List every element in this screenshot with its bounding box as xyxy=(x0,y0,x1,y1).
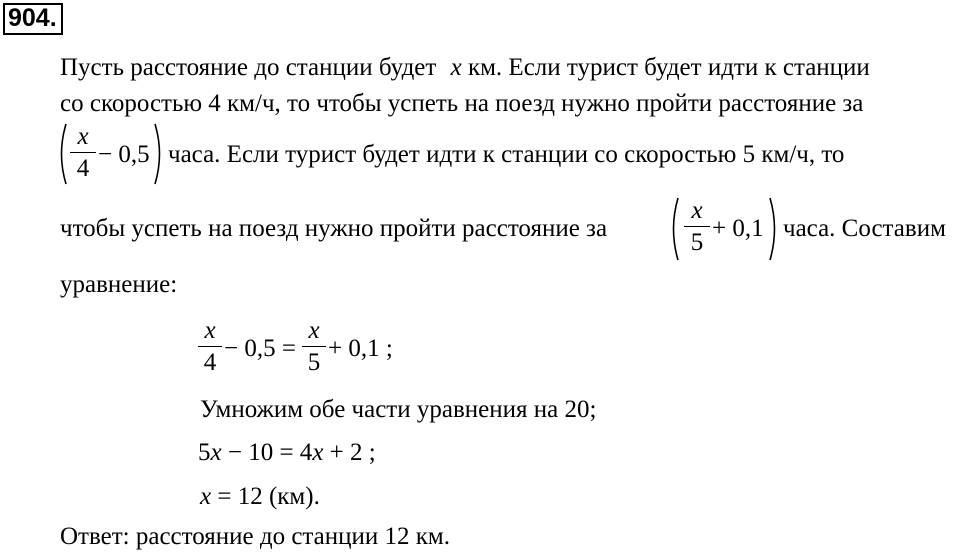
text-line-1 xyxy=(60,55,870,80)
eq3-result: = 12 (км). xyxy=(211,483,320,510)
right-paren xyxy=(153,122,165,186)
step-text: Умножим обе части уравнения на 20; xyxy=(200,396,597,423)
fraction-bar xyxy=(70,152,96,153)
eq2-middle: − 10 = 4 xyxy=(221,439,313,466)
fraction-bar xyxy=(198,346,222,347)
variable-x: x xyxy=(210,439,222,466)
expression-rest: − 0,5 xyxy=(98,141,150,168)
fraction-bar xyxy=(684,226,710,227)
equation-middle: − 0,5 = xyxy=(224,335,296,362)
equation-3 xyxy=(200,484,320,509)
fraction-x-over-5 xyxy=(302,318,326,375)
right-paren xyxy=(768,196,780,262)
eq2-coef: 5 xyxy=(198,439,211,466)
denominator: 5 xyxy=(690,229,704,256)
left-paren xyxy=(56,122,68,186)
fraction-x-over-4 xyxy=(198,318,222,375)
text-line-1-part-a: Пусть расстояние до станции будет xyxy=(60,54,437,81)
equation-end: + 0,1 ; xyxy=(328,335,393,362)
text-line-3: часа. Если турист будет идти к станции со скоростью 5 км/ч, то xyxy=(168,141,845,168)
answer-line: Ответ: расстояние до станции 12 км. xyxy=(60,523,450,550)
text-line-5: уравнение: xyxy=(60,271,178,298)
variable-x: x xyxy=(312,439,324,466)
variable-x: x xyxy=(200,483,212,510)
numerator: x xyxy=(77,123,89,150)
numerator: x xyxy=(691,197,703,224)
expression-rest: + 0,1 xyxy=(712,215,764,242)
fraction-bar xyxy=(302,346,326,347)
numerator: x xyxy=(204,317,216,344)
numerator: x xyxy=(308,317,320,344)
fraction-x-over-4 xyxy=(70,124,96,181)
left-paren xyxy=(668,196,680,262)
text-line-4-end: часа. Составим xyxy=(783,215,946,242)
eq2-end: + 2 ; xyxy=(323,439,376,466)
denominator: 4 xyxy=(76,155,90,182)
equation-2 xyxy=(198,440,376,465)
denominator: 4 xyxy=(203,349,217,376)
text-line-4: чтобы успеть на поезд нужно пройти расстояние за xyxy=(60,215,608,242)
denominator: 5 xyxy=(307,349,321,376)
text-line-2: со скоростью 4 км/ч, то чтобы успеть на поезд нужно пройти расстояние за xyxy=(60,90,864,117)
variable-x: x xyxy=(450,54,462,81)
problem-number: 904. xyxy=(3,3,63,35)
fraction-x-over-5 xyxy=(684,198,710,255)
text-line-1-part-b: км. Если турист будет идти к станции xyxy=(467,54,870,81)
